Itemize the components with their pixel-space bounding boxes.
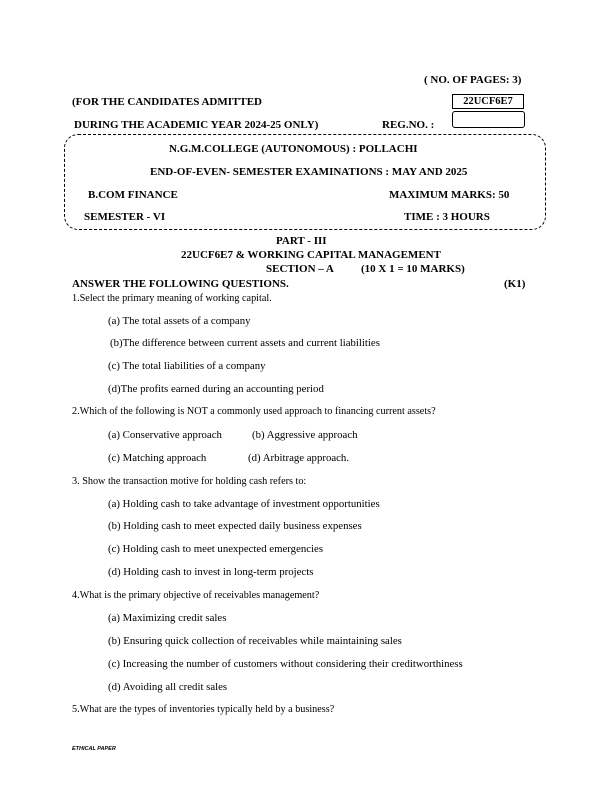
option-item: (c) Holding cash to meet unexpected emergencies — [108, 543, 324, 555]
course-code-box: 22UCF6E7 — [452, 94, 524, 109]
question-text: 5.What are the types of inventories typically held by a business? — [72, 704, 335, 715]
reg-no-label: REG.NO. : — [382, 119, 435, 131]
section-heading: SECTION – A — [266, 263, 334, 275]
option-item: (d)The profits earned during an accounting period — [108, 383, 324, 395]
option-item: (c) The total liabilities of a company — [108, 360, 266, 372]
option-item: (c) Matching approach — [108, 452, 207, 464]
option-item: (b) Ensuring quick collection of receivables while maintaining sales — [108, 635, 402, 647]
question-text: 3. Show the transaction motive for holding cash refers to: — [72, 476, 307, 487]
option-item: (d) Avoiding all credit sales — [108, 681, 228, 693]
option-item: (a) Maximizing credit sales — [108, 612, 227, 624]
question-text: 4.What is the primary objective of receivables management? — [72, 590, 320, 601]
exam-time: TIME : 3 HOURS — [404, 211, 490, 223]
question-text: 1.Select the primary meaning of working capital. — [72, 293, 272, 304]
programme-name: B.COM FINANCE — [88, 189, 178, 201]
academic-year-line: DURING THE ACADEMIC YEAR 2024-25 ONLY) — [74, 119, 319, 131]
semester: SEMESTER - VI — [84, 211, 166, 223]
option-item: (b)The difference between current assets and current liabilities — [110, 337, 380, 349]
exam-title: END-OF-EVEN- SEMESTER EXAMINATIONS : MAY AND 2025 — [150, 166, 468, 178]
maximum-marks: MAXIMUM MARKS: 50 — [389, 189, 510, 201]
option-item: (b) Holding cash to meet expected daily business expenses — [108, 520, 362, 532]
option-item: (a) Holding cash to take advantage of investment opportunities — [108, 498, 380, 510]
knowledge-level: (K1) — [504, 278, 526, 290]
option-item: (d) Arbitrage approach. — [248, 452, 350, 464]
footer-label: ETHICAL PAPER — [72, 746, 116, 752]
college-name: N.G.M.COLLEGE (AUTONOMOUS) : POLLACHI — [169, 143, 418, 155]
reg-no-box — [452, 111, 525, 128]
option-item: (a) Conservative approach — [108, 429, 222, 441]
option-item: (c) Increasing the number of customers without considering their creditworthiness — [108, 658, 463, 670]
question-text: 2.Which of the following is NOT a commonly used approach to financing current assets? — [72, 406, 436, 417]
paper-title: 22UCF6E7 & WORKING CAPITAL MANAGEMENT — [181, 249, 441, 261]
option-item: (d) Holding cash to invest in long-term projects — [108, 566, 314, 578]
candidates-admitted-line: (FOR THE CANDIDATES ADMITTED — [72, 96, 262, 108]
option-item: (b) Aggressive approach — [252, 429, 358, 441]
option-item: (a) The total assets of a company — [108, 315, 251, 327]
page-count: ( NO. OF PAGES: 3) — [424, 74, 522, 86]
part-heading: PART - III — [276, 235, 327, 247]
section-marks: (10 X 1 = 10 MARKS) — [361, 263, 465, 275]
instruction: ANSWER THE FOLLOWING QUESTIONS. — [72, 278, 289, 290]
